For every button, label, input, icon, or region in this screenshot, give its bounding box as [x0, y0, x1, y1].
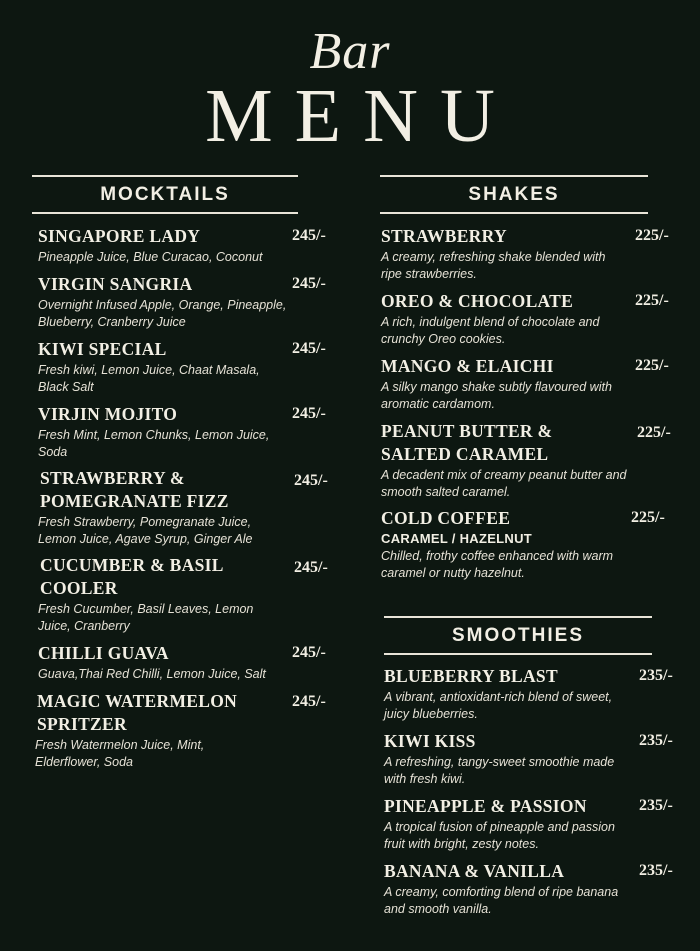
- item-name: BANANA & VANILLA: [384, 861, 565, 881]
- item-name: SINGAPORE LADY: [38, 226, 201, 246]
- item-name: VIRJIN MOJITO: [38, 404, 178, 424]
- menu-item: [38, 554, 270, 635]
- item-description: A creamy, refreshing shake blended with ripe strawberries.: [381, 250, 606, 281]
- item-name: MAGIC WATERMELON SPRITZER: [37, 691, 238, 734]
- item-name: OREO & CHOCOLATE: [381, 291, 574, 311]
- menu-item: [38, 642, 288, 683]
- item-price: 245/-: [292, 227, 326, 244]
- item-name: KIWI SPECIAL: [38, 339, 167, 359]
- menu-item: [381, 290, 621, 348]
- item-name: STRAWBERRY & POMEGRANATE FIZZ: [40, 468, 229, 511]
- item-price: 235/-: [639, 797, 673, 814]
- menu-title: MENU: [205, 74, 517, 158]
- item-price: 245/-: [292, 405, 326, 422]
- item-price: 245/-: [294, 472, 328, 489]
- menu-item: [384, 860, 624, 918]
- smoothies-heading: SMOOTHIES: [451, 625, 584, 646]
- item-name: PEANUT BUTTER & SALTED CARAMEL: [381, 421, 553, 464]
- item-price: 245/-: [292, 693, 326, 710]
- smoothies-top-rule: [384, 616, 652, 618]
- menu-item: [381, 507, 621, 582]
- item-description: A tropical fusion of pineapple and passion fruit with bright, zesty notes.: [384, 820, 615, 851]
- item-price: 225/-: [635, 357, 669, 374]
- menu-item: [381, 420, 631, 501]
- item-price: 225/-: [637, 424, 671, 441]
- item-price: 245/-: [292, 275, 326, 292]
- mocktails-heading: MOCKTAILS: [100, 184, 230, 205]
- menu-item: [381, 355, 621, 413]
- item-price: 245/-: [292, 644, 326, 661]
- item-description: Fresh Watermelon Juice, Mint, Elderflower, Soda: [35, 738, 205, 769]
- item-description: Overnight Infused Apple, Orange, Pineapple, Blueberry, Cranberry Juice: [38, 298, 287, 329]
- item-description: Pineapple Juice, Blue Curacao, Coconut: [38, 250, 263, 264]
- item-name: MANGO & ELAICHI: [381, 356, 554, 376]
- shakes-bottom-rule: [380, 212, 648, 214]
- menu-item: [384, 795, 624, 853]
- shakes-heading: SHAKES: [468, 184, 560, 205]
- item-description: A decadent mix of creamy peanut butter and smooth salted caramel.: [381, 468, 627, 499]
- menu-item: [38, 338, 278, 396]
- shakes-top-rule: [380, 175, 648, 177]
- menu-item: [38, 467, 270, 548]
- item-description: Chilled, frothy coffee enhanced with warm caramel or nutty hazelnut.: [381, 549, 614, 580]
- item-name: VIRGIN SANGRIA: [38, 274, 193, 294]
- item-description: Fresh Mint, Lemon Chunks, Lemon Juice, Soda: [38, 428, 270, 459]
- menu-item: [384, 730, 624, 788]
- item-description: A vibrant, antioxidant-rich blend of sweet, juicy blueberries.: [384, 690, 613, 721]
- menu-item: [38, 403, 288, 461]
- item-name: STRAWBERRY: [381, 226, 507, 246]
- item-name: KIWI KISS: [384, 731, 476, 751]
- item-price: 245/-: [294, 559, 328, 576]
- item-price: 225/-: [631, 509, 665, 526]
- item-price: 235/-: [639, 732, 673, 749]
- item-description: A silky mango shake subtly flavoured with aromatic cardamom.: [381, 380, 612, 411]
- item-description: Guava,Thai Red Chilli, Lemon Juice, Salt: [38, 667, 266, 681]
- item-name: CUCUMBER & BASIL COOLER: [40, 555, 223, 598]
- item-name: COLD COFFEE: [381, 508, 511, 528]
- item-description: Fresh Strawberry, Pomegranate Juice, Lemon Juice, Agave Syrup, Ginger Ale: [38, 515, 253, 546]
- mocktails-top-rule: [32, 175, 298, 177]
- menu-item: [38, 225, 288, 266]
- item-variants: CARAMEL / HAZELNUT: [381, 531, 533, 546]
- menu-item: [384, 665, 624, 723]
- item-description: A refreshing, tangy-sweet smoothie made with fresh kiwi.: [384, 755, 615, 786]
- bar-script-title: Bar: [309, 23, 391, 80]
- item-name: BLUEBERRY BLAST: [384, 666, 558, 686]
- item-price: 235/-: [639, 667, 673, 684]
- item-name: PINEAPPLE & PASSION: [384, 796, 587, 816]
- item-price: 245/-: [292, 340, 326, 357]
- item-description: A rich, indulgent blend of chocolate and crunchy Oreo cookies.: [381, 315, 600, 346]
- item-name: CHILLI GUAVA: [38, 643, 169, 663]
- menu-item: [381, 225, 621, 283]
- mocktails-bottom-rule: [32, 212, 298, 214]
- item-price: 225/-: [635, 227, 669, 244]
- item-description: Fresh Cucumber, Basil Leaves, Lemon Juice, Cranberry: [38, 602, 254, 633]
- item-price: 235/-: [639, 862, 673, 879]
- smoothies-bottom-rule: [384, 653, 652, 655]
- menu-item: [35, 690, 250, 771]
- item-description: A creamy, comforting blend of ripe banana and smooth vanilla.: [384, 885, 619, 916]
- item-price: 225/-: [635, 292, 669, 309]
- menu-item: [38, 273, 300, 331]
- item-description: Fresh kiwi, Lemon Juice, Chaat Masala, Black Salt: [38, 363, 260, 394]
